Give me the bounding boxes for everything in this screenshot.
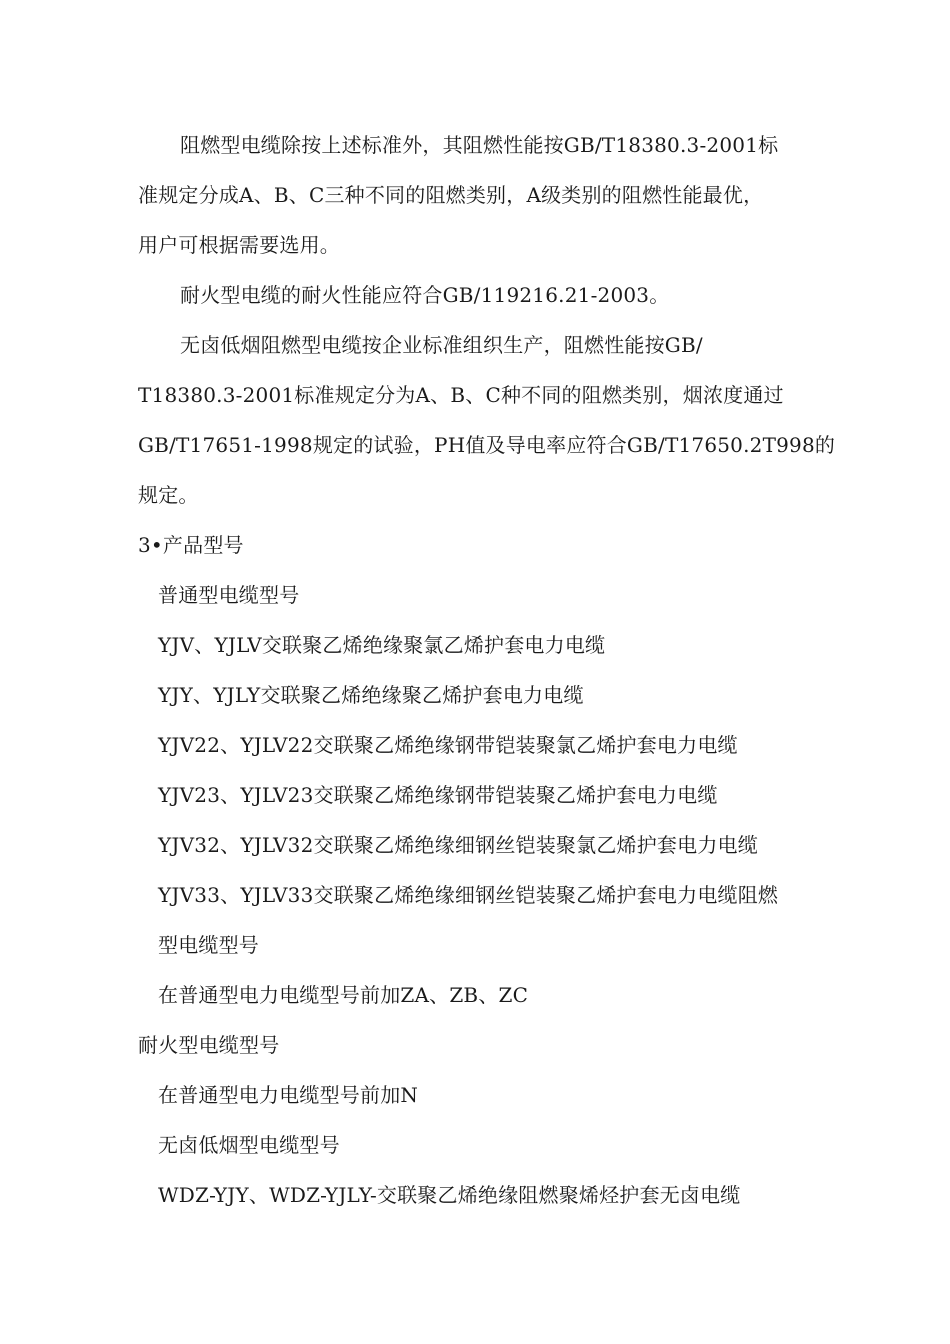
text-line: 无卤低烟阻燃型电缆按企业标准组织生产，阻燃性能按GB/ [180, 333, 703, 357]
text-line: T18380.3-2001标准规定分为A、B、C种不同的阻燃类别，烟浓度通过 [138, 383, 784, 407]
section-heading: 3•产品型号 [138, 533, 244, 557]
text-line: 在普通型电力电缆型号前加ZA、ZB、ZC [158, 983, 529, 1007]
text-line: WDZ-YJY、WDZ-YJLY-交联聚乙烯绝缘阻燃聚烯烃护套无卤电缆 [158, 1183, 741, 1207]
text-line: YJV33、YJLV33交联聚乙烯绝缘细钢丝铠装聚乙烯护套电力电缆阻燃 [158, 883, 779, 907]
text-line: 规定。 [138, 483, 199, 507]
text-line: YJY、YJLY交联聚乙烯绝缘聚乙烯护套电力电缆 [158, 683, 584, 707]
text-line: 型电缆型号 [158, 933, 259, 957]
text-line: 耐火型电缆的耐火性能应符合GB/119216.21-2003。 [180, 283, 670, 307]
text-line: YJV22、YJLV22交联聚乙烯绝缘钢带铠装聚氯乙烯护套电力电缆 [158, 733, 738, 757]
text-line: YJV32、YJLV32交联聚乙烯绝缘细钢丝铠装聚氯乙烯护套电力电缆 [158, 833, 758, 857]
text-line: YJV23、YJLV23交联聚乙烯绝缘钢带铠装聚乙烯护套电力电缆 [158, 783, 718, 807]
text-line: YJV、YJLV交联聚乙烯绝缘聚氯乙烯护套电力电缆 [158, 633, 606, 657]
text-line: 耐火型电缆型号 [138, 1033, 280, 1057]
text-line: 准规定分成A、B、C三种不同的阻燃类别，A级类别的阻燃性能最优， [138, 183, 764, 207]
text-line: 阻燃型电缆除按上述标准外，其阻燃性能按GB/T18380.3-2001标 [180, 133, 779, 157]
text-line: 普通型电缆型号 [158, 583, 300, 607]
text-line: 在普通型电力电缆型号前加N [158, 1083, 419, 1107]
text-line: 无卤低烟型电缆型号 [158, 1133, 340, 1157]
text-line: 用户可根据需要选用。 [138, 233, 340, 257]
text-line: GB/T17651-1998规定的试验，PH值及导电率应符合GB/T17650.2T998的 [138, 433, 836, 457]
